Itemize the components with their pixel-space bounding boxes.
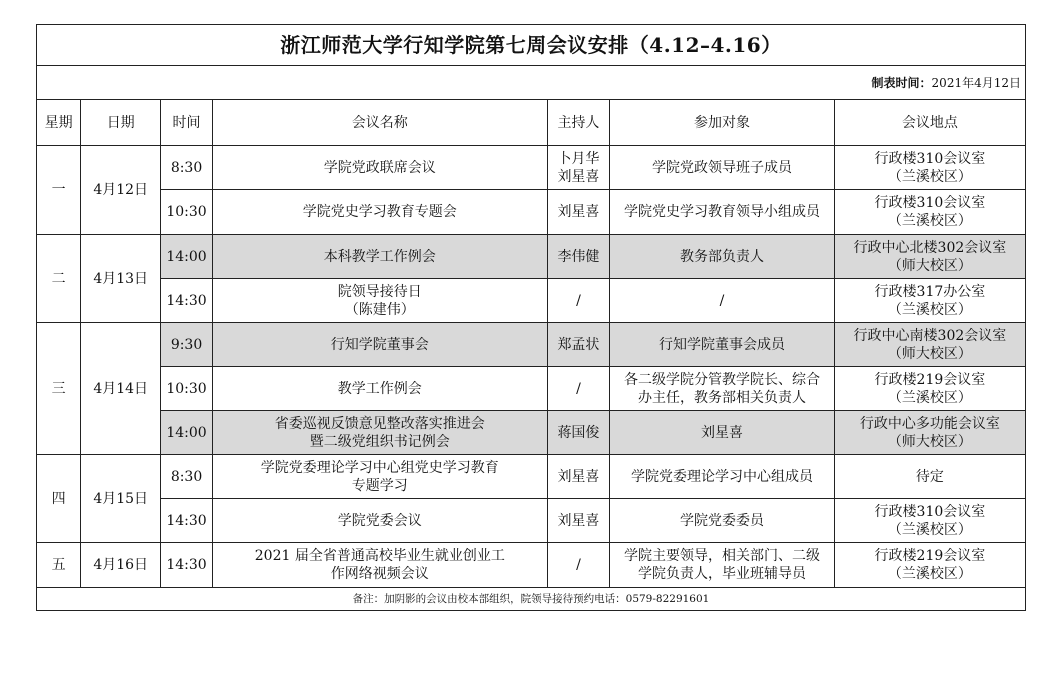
date-cell: 4月15日 (81, 455, 161, 543)
meeting-name-cell: 2021 届全省普通高校毕业生就业创业工 作网络视频会议 (212, 543, 547, 588)
attendees-cell: 学院党委理论学习中心组成员 (610, 455, 835, 499)
meeting-name-cell: 院领导接待日 （陈建伟） (212, 279, 547, 323)
time-cell: 14:00 (161, 235, 213, 279)
table-row (37, 499, 1026, 543)
time-cell: 8:30 (161, 455, 213, 499)
weekday-cell: 五 (37, 543, 81, 588)
date-cell: 4月13日 (81, 235, 161, 323)
meeting-name-cell: 学院党史学习教育专题会 (212, 190, 547, 235)
header-host: 主持人 (547, 100, 610, 146)
location-cell: 待定 (834, 455, 1025, 499)
table-row (37, 543, 1026, 588)
attendees-cell: 学院主要领导，相关部门、二级 学院负责人，毕业班辅导员 (610, 543, 835, 588)
time-cell: 14:00 (161, 411, 213, 455)
meeting-name-cell: 学院党政联席会议 (212, 146, 547, 190)
host-cell: / (547, 543, 610, 588)
made-value: 2021年4月12日 (931, 75, 1021, 90)
location-cell: 行政楼219会议室 （兰溪校区） (834, 367, 1025, 411)
attendees-cell: 学院党政领导班子成员 (610, 146, 835, 190)
attendees-cell: 刘星喜 (610, 411, 835, 455)
location-cell: 行政楼317办公室 （兰溪校区） (834, 279, 1025, 323)
date-cell: 4月12日 (81, 146, 161, 235)
host-cell: 郑孟状 (547, 323, 610, 367)
host-cell: / (547, 367, 610, 411)
weekday-cell: 一 (37, 146, 81, 235)
host-cell: 李伟健 (547, 235, 610, 279)
host-cell: 蒋国俊 (547, 411, 610, 455)
header-location: 会议地点 (834, 100, 1025, 146)
weekday-cell: 二 (37, 235, 81, 323)
host-cell: 刘星喜 (547, 190, 610, 235)
attendees-cell: 各二级学院分管教学院长、综合 办主任，教务部相关负责人 (610, 367, 835, 411)
location-cell: 行政中心南楼302会议室 （师大校区） (834, 323, 1025, 367)
weekday-cell: 三 (37, 323, 81, 455)
meeting-schedule-table (36, 24, 1026, 611)
attendees-cell: 学院党史学习教育领导小组成员 (610, 190, 835, 235)
table-row (37, 279, 1026, 323)
meeting-name-cell: 本科教学工作例会 (212, 235, 547, 279)
made-label: 制表时间： (871, 75, 932, 90)
location-cell: 行政中心多功能会议室 （师大校区） (834, 411, 1025, 455)
date-cell: 4月14日 (81, 323, 161, 455)
date-cell: 4月16日 (81, 543, 161, 588)
table-row (37, 190, 1026, 235)
host-cell: / (547, 279, 610, 323)
location-cell: 行政楼310会议室 （兰溪校区） (834, 146, 1025, 190)
attendees-cell: 教务部负责人 (610, 235, 835, 279)
time-cell: 10:30 (161, 190, 213, 235)
table-row (37, 146, 1026, 190)
meeting-name-cell: 学院党委理论学习中心组党史学习教育 专题学习 (212, 455, 547, 499)
header-weekday: 星期 (37, 100, 81, 146)
host-cell: 卜月华 刘星喜 (547, 146, 610, 190)
header-name: 会议名称 (212, 100, 547, 146)
meeting-name-cell: 省委巡视反馈意见整改落实推进会 暨二级党组织书记例会 (212, 411, 547, 455)
header-row (37, 100, 1026, 146)
header-time: 时间 (161, 100, 213, 146)
location-cell: 行政楼219会议室 （兰溪校区） (834, 543, 1025, 588)
host-cell: 刘星喜 (547, 499, 610, 543)
location-cell: 行政中心北楼302会议室 （师大校区） (834, 235, 1025, 279)
note-row (37, 588, 1026, 611)
made-date (37, 66, 1026, 100)
weekday-cell: 四 (37, 455, 81, 543)
host-cell: 刘星喜 (547, 455, 610, 499)
attendees-cell: / (610, 279, 835, 323)
meeting-name-cell: 学院党委会议 (212, 499, 547, 543)
time-cell: 14:30 (161, 279, 213, 323)
attendees-cell: 学院党委委员 (610, 499, 835, 543)
location-cell: 行政楼310会议室 （兰溪校区） (834, 499, 1025, 543)
header-attendees: 参加对象 (610, 100, 835, 146)
time-cell: 8:30 (161, 146, 213, 190)
footnote: 备注：加阴影的会议由校本部组织，院领导接待预约电话：0579-82291601 (37, 588, 1026, 611)
table-row (37, 367, 1026, 411)
time-cell: 14:30 (161, 499, 213, 543)
time-cell: 14:30 (161, 543, 213, 588)
table-title: 浙江师范大学行知学院第七周会议安排（4.12–4.16） (37, 25, 1026, 66)
meeting-name-cell: 教学工作例会 (212, 367, 547, 411)
table-row (37, 323, 1026, 367)
table-row (37, 455, 1026, 499)
meeting-name-cell: 行知学院董事会 (212, 323, 547, 367)
attendees-cell: 行知学院董事会成员 (610, 323, 835, 367)
table-row (37, 411, 1026, 455)
header-date: 日期 (81, 100, 161, 146)
location-cell: 行政楼310会议室 （兰溪校区） (834, 190, 1025, 235)
time-cell: 9:30 (161, 323, 213, 367)
time-cell: 10:30 (161, 367, 213, 411)
table-row (37, 235, 1026, 279)
